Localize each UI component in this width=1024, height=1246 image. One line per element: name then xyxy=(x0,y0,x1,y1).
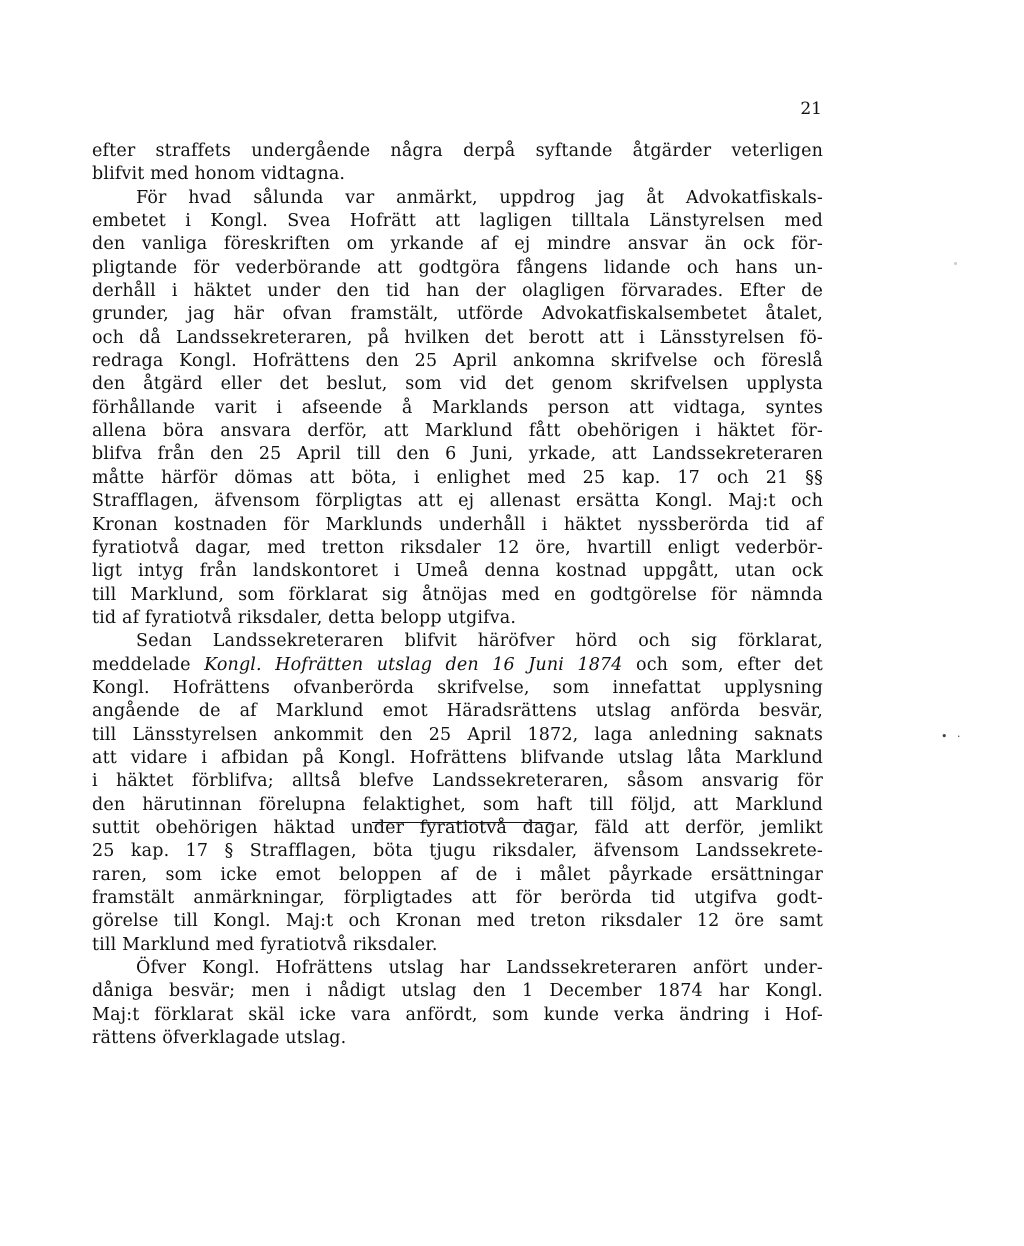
text-line: blifvit med honom vidtagna. xyxy=(92,164,346,185)
text-line: raren, som icke emot beloppen af de i målet påyrkade ersättningar xyxy=(92,864,823,885)
italic-citation: Kongl. Hofrätten utslag den 16 Juni 1874 xyxy=(204,654,623,675)
text-line: till Länsstyrelsen ankommit den 25 April 1872, laga anledning saknats xyxy=(92,724,823,745)
text-line: Strafflagen, äfvensom förpligtas att ej allenast ersätta Kongl. Maj:t och xyxy=(92,491,823,512)
text-line: rättens öfverklagade utslag. xyxy=(92,1028,347,1049)
text-line: dåniga besvär; men i nådigt utslag den 1 December 1874 har Kongl. xyxy=(92,981,823,1002)
end-rule xyxy=(372,822,553,823)
text-line: suttit obehörigen häktad under fyratiotvå dagar, fäld att derför, jemlikt xyxy=(92,817,823,838)
text-line: tid af fyratiotvå riksdaler, detta belopp utgifva. xyxy=(92,607,517,628)
page-number: 21 xyxy=(800,99,822,119)
text-line: grunder, jag här ofvan framstält, utförde Advokatfiskalsembetet åtalet, xyxy=(92,304,823,325)
text-line: 25 kap. 17 § Strafflagen, böta tjugu riksdaler, äfvensom Landssekrete- xyxy=(92,841,823,862)
text-line: till Marklund, som förklarat sig åtnöjas med en godtgörelse för nämnda xyxy=(92,584,823,605)
text-fragment: meddelade xyxy=(92,654,205,675)
text-line: embetet i Kongl. Svea Hofrätt att lagligen tilltala Länstyrelsen med xyxy=(92,211,823,232)
text-fragment: och som, efter det xyxy=(622,654,823,675)
paragraph-start: Öfver Kongl. Hofrättens utslag har Landssekreteraren anfört under- xyxy=(136,958,823,979)
text-line: pligtande för vederbörande att godtgöra fångens lidande och hans un- xyxy=(92,257,823,278)
text-line: förhållande varit i afseende å Marklands person att vidtaga, syntes xyxy=(92,397,823,418)
text-line: efter straffets undergående några derpå syftande åtgärder veterligen xyxy=(92,141,823,161)
text-line: fyratiotvå dagar, med tretton riksdaler 12 öre, hvartill enligt vederbör- xyxy=(92,537,823,558)
text-line: allena böra ansvara derför, att Marklund fått obehörigen i häktet för- xyxy=(92,421,823,442)
text-line: den åtgärd eller det beslut, som vid det genom skrifvelsen upplysta xyxy=(92,374,823,395)
body-text xyxy=(92,140,823,1050)
scan-speck xyxy=(954,262,957,265)
text-line: Kongl. Hofrättens ofvanberörda skrifvelse, som innefattat upplysning xyxy=(92,677,823,698)
text-line: Kronan kostnaden för Marklunds underhåll i häktet nyssberörda tid af xyxy=(92,514,823,535)
paragraph-start: För hvad sålunda var anmärkt, uppdrog jag åt Advokatfiskals- xyxy=(136,187,823,208)
text-line: redraga Kongl. Hofrättens den 25 April ankomna skrifvelse och föreslå xyxy=(92,351,823,372)
text-line: den vanliga föreskriften om yrkande af ej mindre ansvar än ock för- xyxy=(92,234,823,255)
text-line: angående de af Marklund emot Häradsrättens utslag anförda besvär, xyxy=(92,701,823,722)
text-line: derhåll i häktet under den tid han der olagligen förvarades. Efter de xyxy=(92,281,823,302)
text-line: görelse till Kongl. Maj:t och Kronan med treton riksdaler 12 öre samt xyxy=(92,911,823,932)
text-line-with-citation xyxy=(92,654,823,677)
text-line: den härutinnan förelupna felaktighet, som haft till följd, att Marklund xyxy=(92,794,823,815)
text-line: i häktet förblifva; alltså blefve Landssekreteraren, såsom ansvarig för xyxy=(92,771,823,792)
text-line: ligt intyg från landskontoret i Umeå denna kostnad uppgått, utan ock xyxy=(92,561,823,582)
text-line: måtte härför dömas att böta, i enlighet med 25 kap. 17 och 21 §§ xyxy=(92,467,823,488)
margin-mark: • · xyxy=(941,730,964,743)
text-line: att vidare i afbidan på Kongl. Hofrättens blifvande utslag låta Marklund xyxy=(92,747,823,768)
text-line: och då Landssekreteraren, på hvilken det berott att i Länsstyrelsen fö- xyxy=(92,327,823,348)
text-line: till Marklund med fyratiotvå riksdaler. xyxy=(92,934,438,955)
text-line: framstält anmärkningar, förpligtades att för berörda tid utgifva godt- xyxy=(92,888,823,908)
paragraph-start: Sedan Landssekreteraren blifvit häröfver hörd och sig förklarat, xyxy=(136,631,823,652)
text-line: blifva från den 25 April till den 6 Juni, yrkade, att Landssekreteraren xyxy=(92,444,823,465)
text-line: Maj:t förklarat skäl icke vara anfördt, som kunde verka ändring i Hof- xyxy=(92,1004,823,1025)
